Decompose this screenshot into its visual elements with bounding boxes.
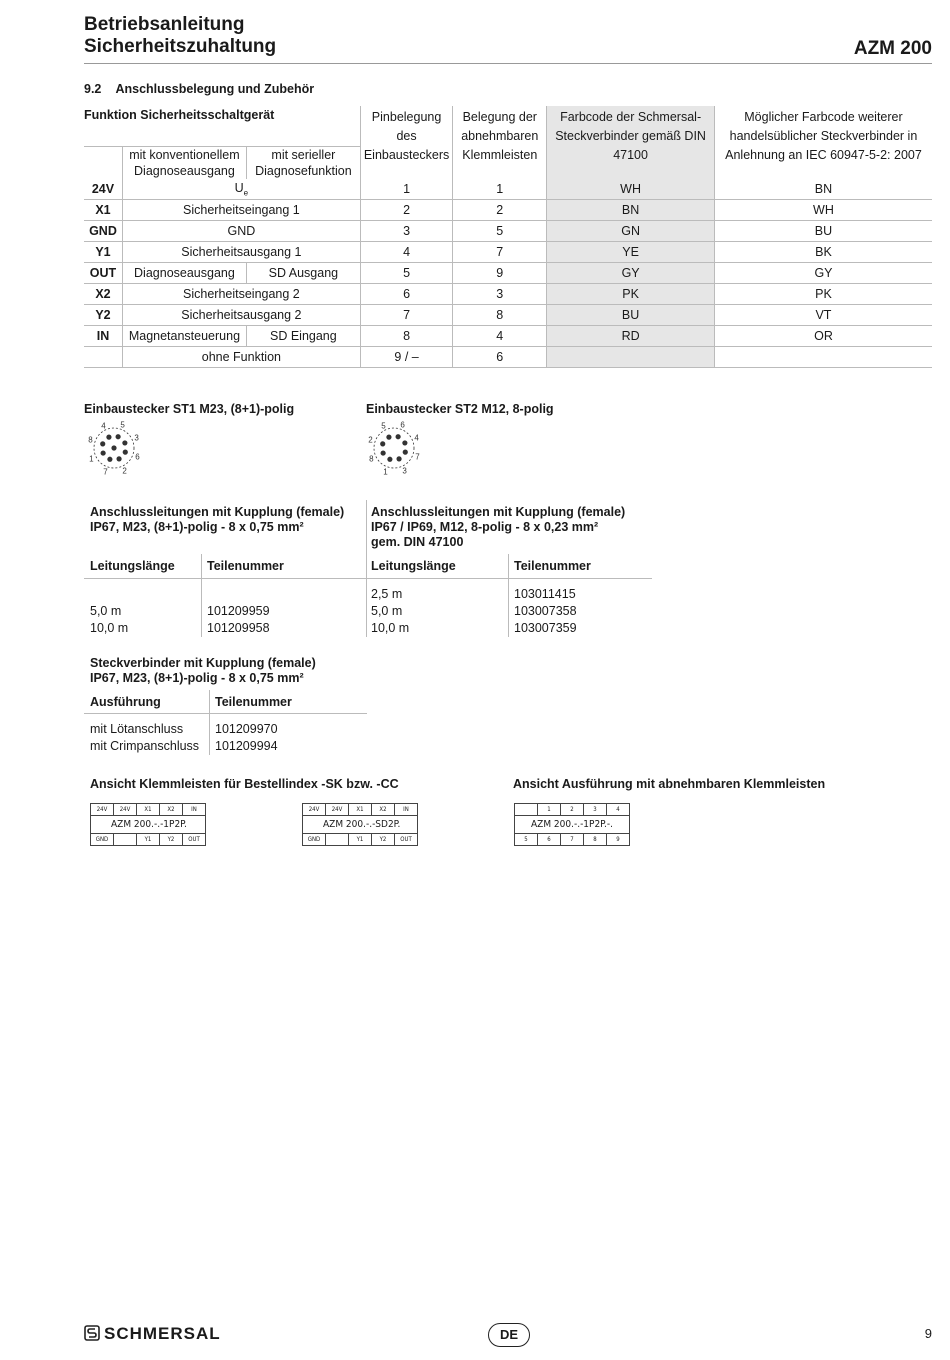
terminal-label: Y1 (349, 834, 372, 845)
plugs-title-1: Steckverbinder mit Kupplung (female) (90, 656, 316, 670)
colour-iec-cell: WH (714, 200, 932, 221)
header-colour-iec: Möglicher Farbcode weiterer handelsüblicher Steckverbinder in Anlehnung an IEC 60947-5-2: 2007 (714, 106, 932, 179)
part-cell: 101209970 (215, 722, 278, 736)
terminal-label: 24V (114, 804, 137, 815)
signal-code: Y1 (84, 242, 122, 263)
cables-right-title-1: Anschlussleitungen mit Kupplung (female) (371, 505, 626, 519)
terminals-left-title: Ansicht Klemmleisten für Bestellindex -SK bzw. -CC (90, 777, 399, 791)
terminal-cell: 2 (453, 200, 547, 221)
section-number: 9.2 (84, 82, 102, 96)
cables-right-rows (371, 586, 577, 637)
pin-cell: 5 (360, 263, 452, 284)
colour-din-cell: RD (547, 326, 715, 347)
cables-left-col-length: Leitungslänge (90, 559, 175, 573)
terminal-cell: 8 (453, 305, 547, 326)
strip-bottom-row (91, 834, 205, 845)
plugs-title (90, 656, 316, 686)
terminals-right-title: Ansicht Ausführung mit abnehmbaren Klemmleisten (513, 777, 826, 791)
header-colour-din: Farbcode der Schmersal- Steckverbinder gemäß DIN 47100 (547, 106, 715, 179)
terminal-label: X2 (372, 804, 395, 815)
page-number: 9 (924, 1326, 932, 1341)
terminal-label: 3 (584, 804, 607, 815)
brand-logo (84, 1324, 221, 1344)
table-row (371, 586, 577, 603)
terminal-label: X2 (160, 804, 183, 815)
pin-label: 3 (402, 466, 407, 476)
table-row (90, 603, 270, 620)
length-cell: 2,5 m (371, 587, 403, 601)
signal-code: OUT (84, 263, 122, 284)
table-row (371, 620, 577, 637)
signal-code: 24V (84, 179, 122, 200)
colour-iec-cell: PK (714, 284, 932, 305)
colour-iec-cell (714, 347, 932, 368)
terminal-label: 24V (303, 804, 326, 815)
pin-label: 5 (120, 420, 125, 430)
plugs-header-rule (84, 713, 367, 714)
pin-cell: 1 (360, 179, 452, 200)
pin-cell: 9 / – (360, 347, 452, 368)
function-serial: SD Eingang (246, 326, 360, 347)
header-terminal: Belegung der abnehmbaren Klemmleisten (453, 106, 547, 179)
terminal-label: Y1 (137, 834, 160, 845)
function-cell: Sicherheitseingang 1 (122, 200, 360, 221)
section-title: Anschlussbelegung und Zubehör (115, 82, 315, 96)
colour-din-cell: BU (547, 305, 715, 326)
function-subscript: e (243, 188, 249, 198)
strip-top-row (515, 804, 629, 815)
cables-right-title-3: gem. DIN 47100 (371, 535, 464, 549)
strip-bottom-row (303, 834, 417, 845)
colour-din-cell: YE (547, 242, 715, 263)
schmersal-logo-icon (84, 1325, 100, 1341)
pin-label: 8 (88, 435, 93, 445)
pin-label: 5 (381, 421, 386, 431)
table-row (90, 738, 278, 755)
terminal-label: OUT (188, 836, 200, 843)
title-line-1: Betriebsanleitung (84, 14, 245, 35)
cables-left-title-2: IP67, M23, (8+1)-polig - 8 x 0,75 mm² (90, 520, 304, 534)
terminal-label: 24V (91, 804, 114, 815)
terminal-label: X1 (349, 804, 372, 815)
terminal-label: IN (191, 806, 197, 813)
colour-iec-cell: BK (714, 242, 932, 263)
strip-top-row (91, 804, 205, 815)
terminal-label: 4 (616, 806, 620, 813)
pin-dot (396, 434, 401, 439)
terminal-cell: 4 (453, 326, 547, 347)
terminal-cell: 9 (453, 263, 547, 284)
terminal-label: Y2 (160, 834, 183, 845)
colour-din-cell: PK (547, 284, 715, 305)
colour-iec-cell: OR (714, 326, 932, 347)
plugs-col-part: Teilenummer (215, 695, 292, 709)
header-conventional: mit konventionellem Diagnoseausgang (122, 147, 246, 180)
pin-dot (101, 450, 106, 455)
function-cell: ohne Funktion (122, 347, 360, 368)
pin-label: 6 (400, 420, 405, 430)
plugs-col-type: Ausführung (90, 695, 161, 709)
st1-title: Einbaustecker ST1 M23, (8+1)-polig (84, 402, 295, 416)
pin-label: 4 (101, 421, 106, 431)
brand-name: SCHMERSAL (104, 1324, 221, 1343)
strip-model-label: AZM 200.-.-1P2P.-. (515, 815, 629, 834)
section-heading (84, 82, 314, 96)
terminal-label: 24V (326, 804, 349, 815)
part-cell: 101209994 (215, 739, 278, 753)
terminal-label (114, 834, 137, 845)
pin-label: 4 (414, 433, 419, 443)
cables-left-col-part: Teilenummer (207, 559, 284, 573)
st2-connector-diagram (364, 418, 424, 478)
colour-din-cell (547, 347, 715, 368)
pin-dot (402, 440, 407, 445)
signal-code: X1 (84, 200, 122, 221)
table-row (84, 263, 932, 284)
pin-dot (380, 441, 385, 446)
pin-cell: 2 (360, 200, 452, 221)
pin-label: 1 (383, 467, 388, 477)
pin-label: 2 (368, 435, 373, 445)
pin-dot (106, 435, 111, 440)
part-cell: 103007359 (514, 621, 577, 635)
part-cell: 103007358 (514, 604, 577, 618)
header-function: Funktion Sicherheitsschaltgerät (84, 108, 275, 122)
cables-right-col-length: Leitungslänge (371, 559, 456, 573)
terminal-strip-1p2p (90, 803, 206, 846)
pin-dot (116, 434, 121, 439)
function-cell: GND (122, 221, 360, 242)
colour-iec-cell: BU (714, 221, 932, 242)
colour-din-cell: WH (547, 179, 715, 200)
cables-header-rule (84, 578, 652, 579)
terminal-label: 9 (616, 836, 620, 843)
length-cell: 10,0 m (90, 621, 129, 635)
pin-dot-center (111, 445, 116, 450)
pin-label: 1 (89, 454, 94, 464)
function-cell: Sicherheitseingang 2 (122, 284, 360, 305)
table-row (84, 221, 932, 242)
plugs-title-2: IP67, M23, (8+1)-polig - 8 x 0,75 mm² (90, 671, 304, 685)
pin-dot (116, 456, 121, 461)
model-name: AZM 200 (853, 38, 932, 59)
terminal-strip-removable (514, 803, 630, 846)
strip-top-row (303, 804, 417, 815)
length-cell: 5,0 m (90, 604, 122, 618)
function-cell (122, 179, 360, 200)
pin-label: 8 (369, 454, 374, 464)
strip-bottom-row (515, 834, 629, 845)
signal-code: GND (84, 221, 122, 242)
colour-iec-cell: BN (714, 179, 932, 200)
terminal-cell: 1 (453, 179, 547, 200)
part-cell: 103011415 (514, 587, 576, 601)
pin-cell: 4 (360, 242, 452, 263)
cables-right-col-part: Teilenummer (514, 559, 591, 573)
function-conventional: Diagnoseausgang (122, 263, 246, 284)
cables-left-title-1: Anschlussleitungen mit Kupplung (female) (90, 505, 345, 519)
cables-left-rows (90, 603, 270, 637)
pin-dot (123, 450, 128, 455)
length-cell: 5,0 m (371, 604, 403, 618)
table-row (84, 200, 932, 221)
function-cell: Sicherheitsausgang 1 (122, 242, 360, 263)
pin-assignment-table (84, 106, 932, 368)
pin-dot (396, 456, 401, 461)
pin-cell: 6 (360, 284, 452, 305)
pin-label: 3 (134, 433, 139, 443)
strip-model-label: AZM 200.-.-1P2P. (91, 815, 205, 834)
function-cell: Sicherheitsausgang 2 (122, 305, 360, 326)
terminal-label: 6 (538, 834, 561, 845)
terminal-label: Y2 (372, 834, 395, 845)
pin-dot (107, 457, 112, 462)
signal-code (84, 347, 122, 368)
table-row (371, 603, 577, 620)
table-row (84, 326, 932, 347)
type-cell: mit Crimpanschluss (90, 739, 200, 753)
terminal-label: IN (403, 806, 409, 813)
colour-din-cell: GN (547, 221, 715, 242)
terminal-label: X1 (137, 804, 160, 815)
cables-right-title-2: IP67 / IP69, M12, 8-polig - 8 x 0,23 mm² (371, 520, 599, 534)
title-line-2: Sicherheitszuhaltung (84, 36, 277, 57)
terminal-cell: 7 (453, 242, 547, 263)
pin-label: 7 (415, 452, 420, 462)
terminal-cell: 3 (453, 284, 547, 305)
st1-connector-diagram (84, 418, 144, 478)
table-row (84, 305, 932, 326)
colour-din-cell: BN (547, 200, 715, 221)
terminal-label: GND (91, 834, 114, 845)
function-conventional: Magnetansteuerung (122, 326, 246, 347)
header-pin: Pinbelegung des Einbausteckers (360, 106, 452, 179)
pin-cell: 7 (360, 305, 452, 326)
language-badge: DE (488, 1323, 530, 1347)
terminal-label (326, 834, 349, 845)
pin-dot (381, 450, 386, 455)
pin-cell: 3 (360, 221, 452, 242)
strip-model-label: AZM 200.-.-SD2P. (303, 815, 417, 834)
pin-dot (386, 435, 391, 440)
terminal-cell: 5 (453, 221, 547, 242)
colour-iec-cell: GY (714, 263, 932, 284)
plugs-rows (90, 721, 278, 755)
table-row (90, 620, 270, 637)
pin-dot (122, 440, 127, 445)
terminal-label: 8 (584, 834, 607, 845)
terminal-label: 5 (515, 834, 538, 845)
terminal-strip-sd2p (302, 803, 418, 846)
part-cell: 101209959 (207, 604, 270, 618)
cables-right-title (371, 505, 625, 550)
pin-label: 7 (103, 467, 108, 477)
pin-cell: 8 (360, 326, 452, 347)
table-row (84, 242, 932, 263)
pin-dot (403, 450, 408, 455)
type-cell: mit Lötanschluss (90, 722, 184, 736)
signal-code: Y2 (84, 305, 122, 326)
document-title (84, 14, 276, 58)
st2-title: Einbaustecker ST2 M12, 8-polig (366, 402, 554, 416)
terminal-label: 1 (537, 804, 561, 815)
table-row (90, 721, 278, 738)
header-rule (84, 63, 932, 64)
cables-left-title (90, 505, 344, 535)
terminal-label: 7 (561, 834, 584, 845)
table-row (84, 284, 932, 305)
length-cell: 10,0 m (371, 621, 410, 635)
terminal-label: 2 (561, 804, 584, 815)
table-row (84, 179, 932, 200)
table-row (84, 347, 932, 368)
cables-divider (366, 500, 367, 637)
colour-din-cell: GY (547, 263, 715, 284)
pin-label: 2 (122, 466, 127, 476)
terminal-label: OUT (400, 836, 412, 843)
pin-dot (100, 441, 105, 446)
signal-code: IN (84, 326, 122, 347)
colour-iec-cell: VT (714, 305, 932, 326)
terminal-label (515, 804, 537, 815)
terminal-label: GND (303, 834, 326, 845)
terminal-cell: 6 (453, 347, 547, 368)
pin-label: 6 (135, 452, 140, 462)
header-serial: mit serieller Diagnosefunktion (246, 147, 360, 180)
pin-dot (387, 457, 392, 462)
function-text: U (234, 180, 244, 195)
signal-code: X2 (84, 284, 122, 305)
function-serial: SD Ausgang (246, 263, 360, 284)
part-cell: 101209958 (207, 621, 270, 635)
